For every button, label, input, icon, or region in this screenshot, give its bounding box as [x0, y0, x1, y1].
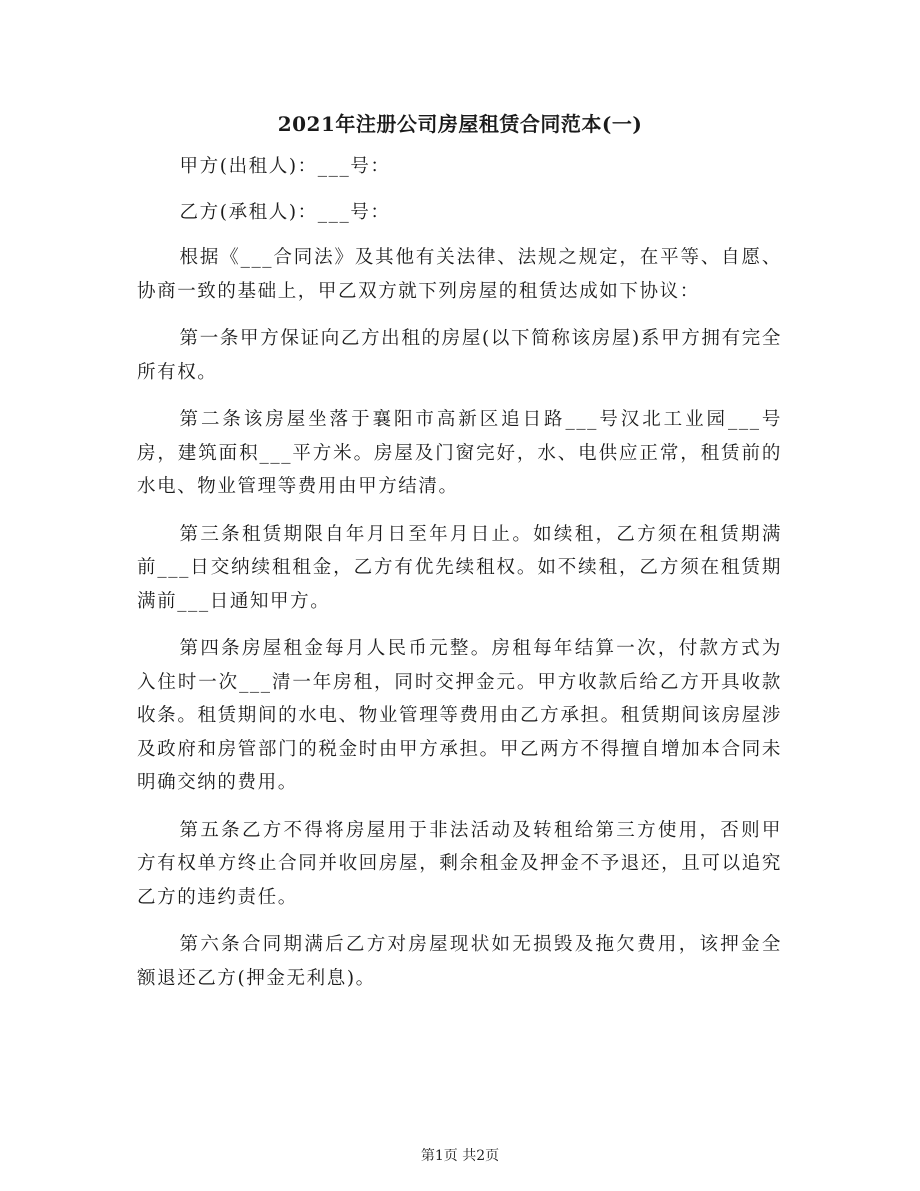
article-3-paragraph: 第三条租赁期限自年月日至年月日止。如续租，乙方须在租赁期满前___日交纳续租租金，乙方有优先续租权。如不续租，乙方须在租赁期满前___日通知甲方。	[137, 523, 782, 612]
contract-body	[137, 150, 782, 1009]
document-title: 2021年注册公司房屋租赁合同范本(一)	[277, 112, 643, 136]
page-number-footer: 第1页 共2页	[420, 1148, 500, 1164]
article-4-paragraph: 第四条房屋租金每月人民币元整。房租每年结算一次，付款方式为入住时一次___清一年房租，同时交押金元。甲方收款后给乙方开具收款收条。租赁期间的水电、物业管理等费用由乙方承担。租赁期间该房屋涉及政府和房管部门的税金时由甲方承担。甲乙两方不得擅自增加本合同未明确交纳的费用。	[137, 638, 782, 793]
article-2-paragraph: 第二条该房屋坐落于襄阳市高新区追日路___号汉北工业园___号房，建筑面积___平方米。房屋及门窗完好，水、电供应正常，租赁前的水电、物业管理等费用由甲方结清。	[137, 409, 782, 497]
party-a-line: 甲方(出租人)：___号：	[179, 156, 391, 177]
party-b-line: 乙方(承租人)：___号：	[179, 201, 391, 223]
article-6-paragraph: 第六条合同期满后乙方对房屋现状如无损毁及拖欠费用，该押金全额退还乙方(押金无利息)。	[137, 934, 782, 989]
article-5-paragraph: 第五条乙方不得将房屋用于非法活动及转租给第三方使用，否则甲方有权单方终止合同并收回房屋，剩余租金及押金不予退还，且可以追究乙方的违约责任。	[137, 819, 782, 908]
preamble-paragraph: 根据《___合同法》及其他有关法律、法规之规定，在平等、自愿、协商一致的基础上，甲乙双方就下列房屋的租赁达成如下协议：	[137, 247, 782, 302]
article-1-paragraph: 第一条甲方保证向乙方出租的房屋(以下简称该房屋)系甲方拥有完全所有权。	[137, 328, 782, 383]
